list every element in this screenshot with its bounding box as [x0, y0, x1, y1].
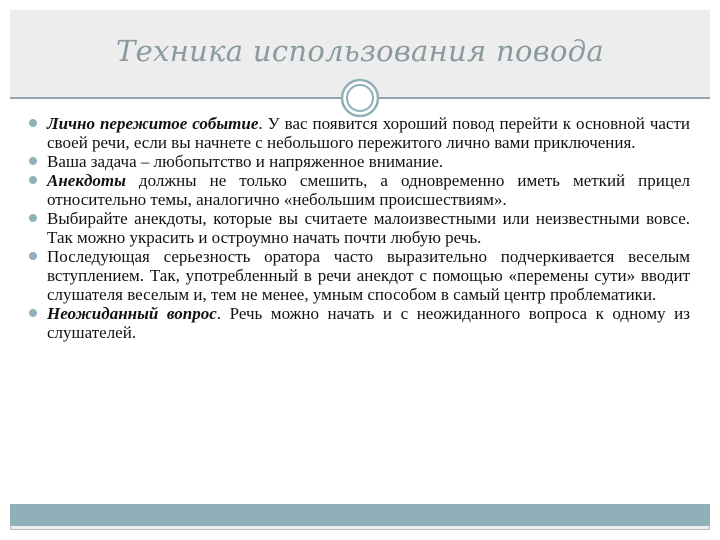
footer-bar	[10, 504, 710, 526]
list-item	[25, 114, 690, 152]
list-item	[25, 304, 690, 342]
bullet-text: . У вас появится хороший повод перейти к основной части своей речи, если вы начнете с небольшого пережитого лично вами приключения.	[47, 114, 690, 152]
emphasis-text: Анекдоты	[47, 171, 126, 190]
list-item	[25, 209, 690, 247]
bullet-text: Выбирайте анекдоты, которые вы считаете малоизвестными или неизвестными вовсе. Так можно украсить и остроумно начать почти любую речь.	[47, 209, 690, 247]
bullet-dot-icon	[29, 119, 37, 127]
list-item	[25, 152, 690, 171]
bullet-list	[25, 114, 690, 342]
bullet-dot-icon	[29, 157, 37, 165]
emphasis-text: Лично пережитое событие	[47, 114, 259, 133]
bullet-text: . Речь можно начать и с неожиданного вопроса к одному из слушателей.	[47, 304, 690, 342]
ring-ornament-icon	[340, 78, 380, 118]
bullet-dot-icon	[29, 309, 37, 317]
bullet-dot-icon	[29, 214, 37, 222]
bullet-text: Последующая серьезность оратора часто выразительно подчеркивается веселым вступлением. Так, употребленный в речи анекдот с помощью «перемены сути» вводит слушателя веселым и, тем не менее, умным способом в самый центр проблематики.	[47, 247, 690, 304]
list-item	[25, 171, 690, 209]
list-item	[25, 247, 690, 304]
bullet-text: должны не только смешить, а одновременно иметь меткий прицел относительно темы, аналогично «небольшим происшествиям».	[47, 171, 690, 209]
bullet-dot-icon	[29, 176, 37, 184]
bullet-text: Ваша задача – любопытство и напряженное внимание.	[47, 152, 444, 171]
bullet-dot-icon	[29, 252, 37, 260]
slide-title: Техника использования повода	[116, 34, 604, 68]
emphasis-text: Неожиданный вопрос	[47, 304, 217, 323]
